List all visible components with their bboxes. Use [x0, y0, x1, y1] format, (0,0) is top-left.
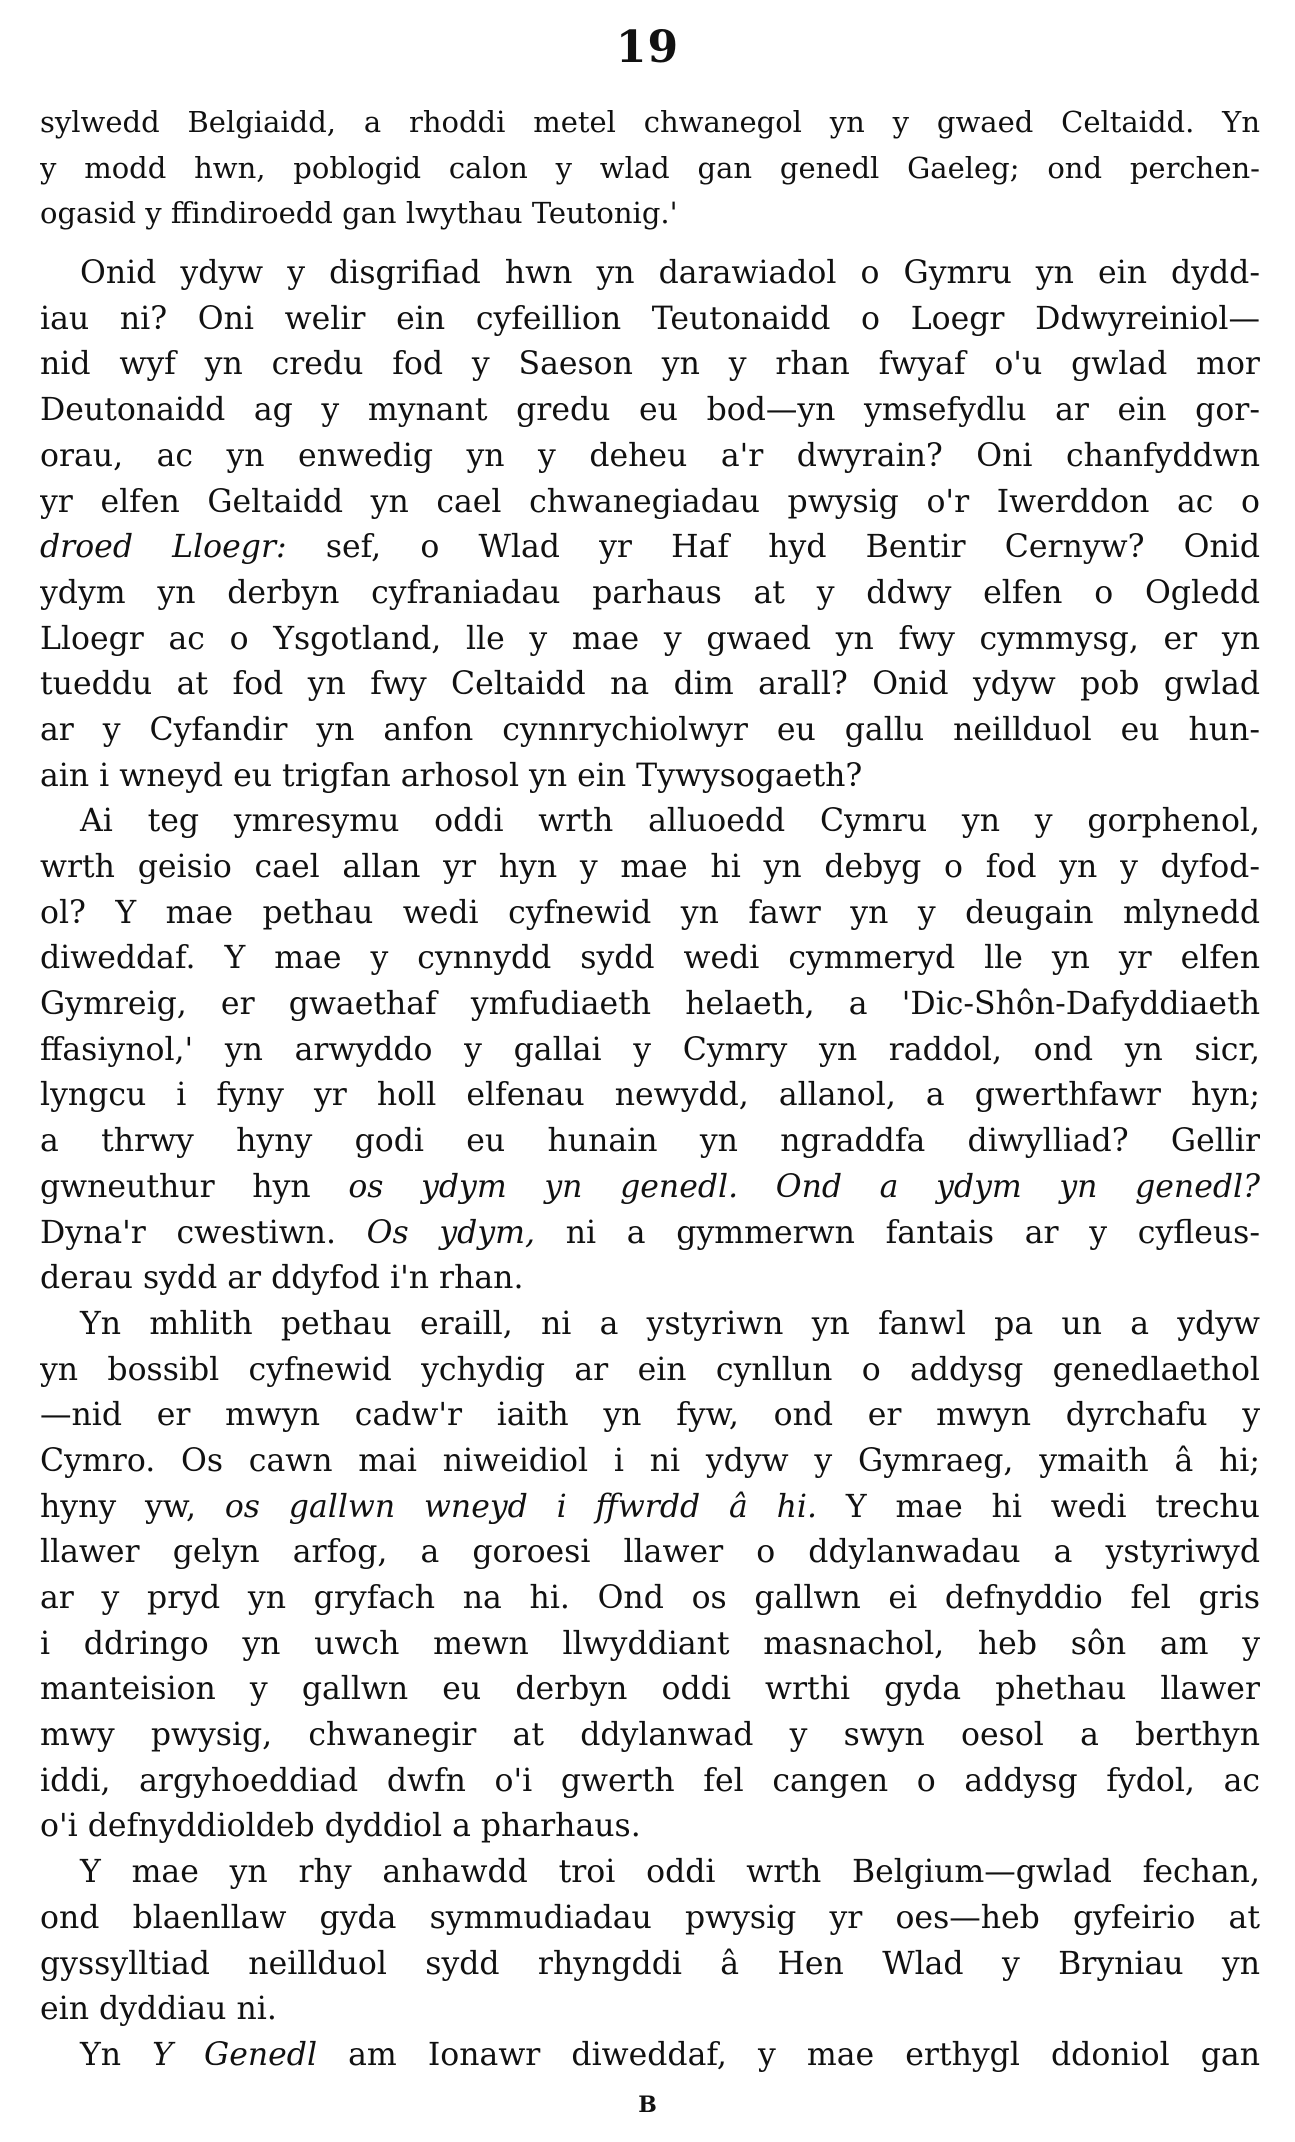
text-span: am Ionawr diweddaf, y mae erthygl ddoniol gan	[317, 2036, 1260, 2073]
text-line: Gymreig, er gwaethaf ymfudiaeth helaeth, a 'Dic-Shôn-Dafyddiaeth	[40, 986, 1260, 1023]
text-line: tueddu at fod yn fwy Celtaidd na dim arall? Onid ydyw pob gwlad	[40, 666, 1260, 703]
text-line: ffasiynol,' yn arwyddo y gallai y Cymry yn raddol, ond yn sicr,	[40, 1031, 1260, 1068]
text-line: derau sydd ar ddyfod i'n rhan.	[40, 1260, 524, 1297]
italic-phrase: os gallwn wneyd i ffwrdd â hi.	[224, 1488, 817, 1525]
text-line: ein dyddiau ni.	[40, 1991, 277, 2028]
body-text	[40, 100, 1260, 2079]
text-line	[40, 2033, 1260, 2079]
italic-phrase: Ond a ydym yn genedl?	[775, 1168, 1260, 1205]
italic-phrase: droed Lloegr:	[40, 529, 287, 566]
text-line: Onid ydyw y disgrifiad hwn yn darawiadol o Gymru yn ein dydd-	[80, 255, 1260, 292]
text-line	[40, 525, 1260, 571]
text-line: nid wyf yn credu fod y Saeson yn y rhan fwyaf o'u gwlad mor	[40, 346, 1260, 383]
text-line: i ddringo yn uwch mewn llwyddiant masnachol, heb sôn am y	[40, 1625, 1260, 1662]
text-line: lyngcu i fyny yr holl elfenau newydd, allanol, a gwerthfawr hyn;	[40, 1077, 1260, 1114]
text-span: Y mae hi wedi trechu	[817, 1488, 1260, 1525]
text-line: o'i defnyddioldeb dyddiol a pharhaus.	[40, 1808, 641, 1845]
text-line: ydym yn derbyn cyfraniadau parhaus at y ddwy elfen o Ogledd	[40, 574, 1260, 611]
text-line: —nid er mwyn cadw'r iaith yn fyw, ond er mwyn dyrchafu y	[40, 1397, 1260, 1434]
text-line: gyssylltiad neillduol sydd rhyngddi â Hen Wlad y Bryniau yn	[40, 1945, 1260, 1982]
text-line: Yn mhlith pethau eraill, ni a ystyriwn yn fanwl pa un a ydyw	[80, 1305, 1260, 1342]
text-span: sef, o Wlad yr Haf hyd Bentir Cernyw? Onid	[286, 529, 1260, 566]
text-line: yn bossibl cyfnewid ychydig ar ein cynllun o addysg genedlaethol	[40, 1351, 1260, 1388]
text-line	[40, 1211, 1260, 1257]
italic-phrase: os ydym yn genedl.	[348, 1168, 739, 1205]
text-line: Deutonaidd ag y mynant gredu eu bod—yn ymsefydlu ar ein gor-	[40, 392, 1260, 429]
text-line: a thrwy hyny godi eu hunain yn ngraddfa diwylliad? Gellir	[40, 1123, 1260, 1160]
text-line: orau, ac yn enwedig yn y deheu a'r dwyrain? Oni chanfyddwn	[40, 437, 1260, 474]
text-line: mwy pwysig, chwanegir at ddylanwad y swyn oesol a berthyn	[40, 1717, 1260, 1754]
text-line: Y mae yn rhy anhawdd troi oddi wrth Belgium—gwlad fechan,	[80, 1854, 1260, 1891]
text-line: Lloegr ac o Ysgotland, lle y mae y gwaed yn fwy cymmysg, er yn	[40, 620, 1260, 657]
text-span: ni a gymmerwn fantais ar y cyfleus-	[535, 1214, 1260, 1251]
text-line: Cymro. Os cawn mai niweidiol i ni ydyw y Gymraeg, ymaith â hi;	[40, 1442, 1260, 1479]
text-line: ar y Cyfandir yn anfon cynnrychiolwyr eu gallu neillduol eu hun-	[40, 711, 1260, 748]
signature-mark: B	[638, 2092, 657, 2118]
text-span: Yn	[80, 2036, 153, 2073]
italic-phrase: Os ydym,	[366, 1214, 536, 1251]
text-line: ol? Y mae pethau wedi cyfnewid yn fawr yn y deugain mlynedd	[40, 894, 1260, 931]
text-line: sylwedd Belgiaidd, a rhoddi metel chwanegol yn y gwaed Celtaidd. Yn	[40, 105, 1260, 139]
text-line: iddi, argyhoeddiad dwfn o'i gwerth fel cangen o addysg fydol, ac	[40, 1762, 1260, 1799]
text-line: iau ni? Oni welir ein cyfeillion Teutonaidd o Loegr Ddwyreiniol—	[40, 300, 1260, 337]
text-line: ar y pryd yn gryfach na hi. Ond os gallwn ei defnyddio fel gris	[40, 1580, 1260, 1616]
text-line: ogasid y ffindiroedd gan lwythau Teutonig.'	[40, 196, 678, 231]
text-line: manteision y gallwn eu derbyn oddi wrthi gyda phethau llawer	[40, 1671, 1260, 1708]
text-span: hyny yw,	[40, 1488, 225, 1525]
text-line: ond blaenllaw gyda symmudiadau pwysig yr oes—heb gyfeirio at	[40, 1899, 1260, 1936]
text-span: gwneuthur hyn	[40, 1168, 349, 1205]
text-line: yr elfen Geltaidd yn cael chwanegiadau pwysig o'r Iwerddon ac o	[40, 483, 1260, 520]
text-span: Dyna'r cwestiwn.	[40, 1214, 367, 1251]
text-span	[738, 1169, 776, 1205]
text-line	[40, 1165, 1260, 1211]
text-line: llawer gelyn arfog, a goroesi llawer o ddylanwadau a ystyriwyd	[40, 1534, 1260, 1571]
page-number: 19	[615, 22, 680, 73]
text-line	[40, 1485, 1260, 1531]
text-line: wrth geisio cael allan yr hyn y mae hi yn debyg o fod yn y dyfod-	[40, 849, 1260, 885]
text-line: y modd hwn, poblogid calon y wlad gan genedl Gaeleg; ond perchen-	[40, 150, 1260, 185]
text-line: Ai teg ymresymu oddi wrth alluoedd Cymru yn y gorphenol,	[80, 803, 1260, 840]
text-line: ain i wneyd eu trigfan arhosol yn ein Tywysogaeth?	[40, 757, 863, 794]
italic-phrase: Y Genedl	[152, 2036, 318, 2073]
text-line: diweddaf. Y mae y cynnydd sydd wedi cymmeryd lle yn yr elfen	[40, 940, 1260, 977]
